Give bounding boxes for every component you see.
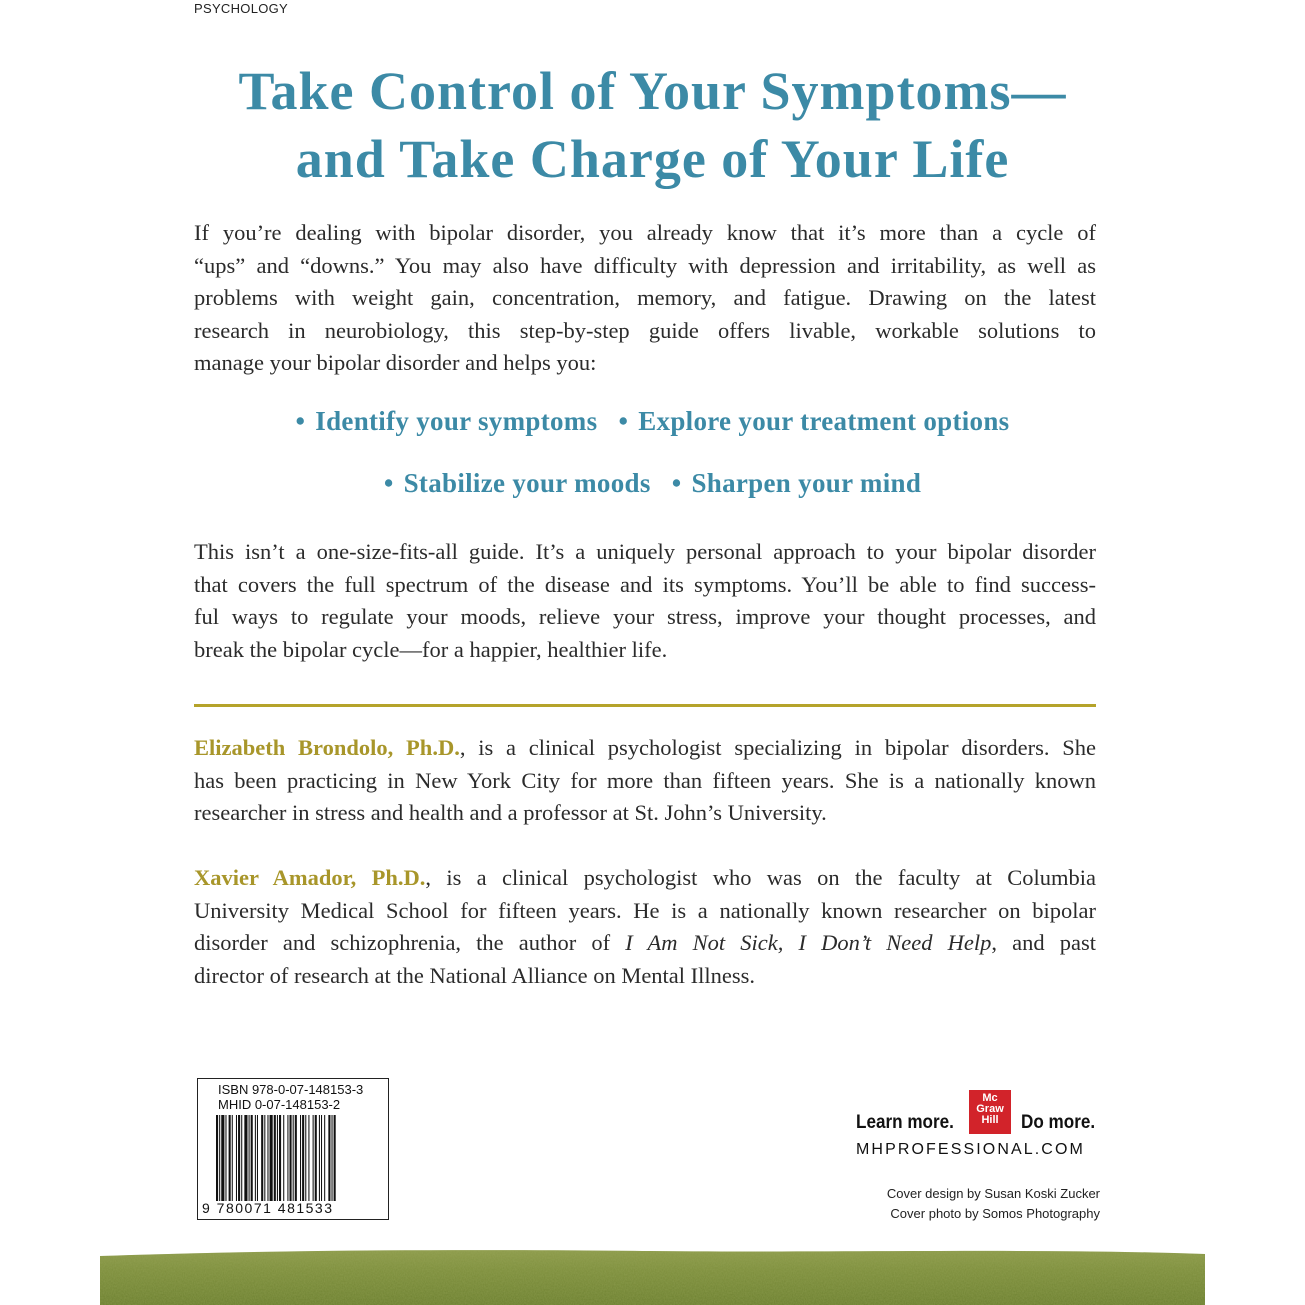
bullet-item <box>296 406 598 436</box>
intro-line: research in neurobiology, this step-by-step guide offers livable, workable solutions to <box>194 317 1096 343</box>
intro-line: problems with weight gain, concentration, memory, and fatigue. Drawing on the latest <box>194 285 1096 311</box>
bio-text: , and past <box>991 930 1096 956</box>
bullet-icon: • <box>295 406 306 436</box>
bullet-text: Explore your treatment options <box>638 406 1010 436</box>
grass-photo <box>100 1246 1205 1305</box>
bullet-text: Sharpen your mind <box>691 468 922 498</box>
cover-photo-credit: Cover photo by Somos Photography <box>890 1206 1100 1221</box>
author-bio-amador <box>194 862 1096 992</box>
bullet-icon: • <box>383 468 394 498</box>
bullet-text: Stabilize your moods <box>403 468 651 498</box>
bullet-icon: • <box>671 468 682 498</box>
author-name: Xavier Amador, Ph.D. <box>194 865 426 890</box>
author-name: Elizabeth Brondolo, Ph.D. <box>194 735 460 760</box>
bio-line: University Medical School for fifteen years. He is a nationally known researcher on bipolar <box>194 897 1096 923</box>
bio-text: , is a clinical psychologist who was on the faculty at Columbia <box>425 865 1096 890</box>
bio-text: , is a clinical psychologist specializing in bipolar disorders. She <box>459 735 1097 760</box>
bio-line: has been practicing in New York City for more than fifteen years. She is a nationally known <box>194 767 1096 793</box>
bio-line: director of research at the National Alliance on Mental Illness. <box>194 962 756 988</box>
mhid-number: MHID 0-07-148153-2 <box>218 1097 341 1112</box>
bullet-text: Identify your symptoms <box>315 406 598 436</box>
approach-line: break the bipolar cycle—for a happier, healthier life. <box>194 636 668 662</box>
intro-line: manage your bipolar disorder and helps you: <box>194 350 597 376</box>
logo-text: Mc <box>982 1092 998 1104</box>
bullet-item <box>618 406 1009 436</box>
bullet-item <box>384 468 651 498</box>
bio-text: disorder and schizophrenia, the author of <box>194 930 626 956</box>
bio-line <box>194 732 1096 765</box>
logo-text: Graw <box>976 1103 1004 1115</box>
author-bio-brondolo <box>194 732 1096 830</box>
bio-line <box>194 862 1096 895</box>
barcode-digits: 9 780071 481533 <box>202 1200 334 1216</box>
headline-line-2: and Take Charge of Your Life <box>295 129 1010 189</box>
bullet-row-2 <box>100 468 1205 499</box>
mcgraw-hill-logo <box>969 1090 1011 1134</box>
bullet-item <box>672 468 921 498</box>
bio-line: researcher in stress and health and a professor at St. John’s University. <box>194 800 827 826</box>
isbn-number: ISBN 978-0-07-148153-3 <box>218 1082 364 1097</box>
learn-more-tagline: Learn more. <box>856 1112 954 1133</box>
logo-text: Hill <box>981 1114 999 1126</box>
approach-line: that covers the full spectrum of the disease and its symptoms. You’ll be able to find success- <box>194 571 1096 597</box>
publisher-website: MHPROFESSIONAL.COM <box>856 1141 1085 1158</box>
intro-line: If you’re dealing with bipolar disorder, you already know that it’s more than a cycle of <box>194 220 1096 245</box>
headline-line-1: Take Control of Your Symptoms— <box>238 61 1067 121</box>
intro-line: “ups” and “downs.” You may also have difficulty with depression and irritability, as well as <box>194 252 1096 278</box>
do-more-tagline: Do more. <box>1021 1112 1096 1133</box>
approach-paragraph <box>194 536 1096 666</box>
book-title: I Am Not Sick, I Don’t Need Help <box>625 930 992 956</box>
barcode-icon <box>216 1115 370 1201</box>
bullet-icon: • <box>618 406 629 436</box>
bullet-row-1 <box>100 406 1205 437</box>
intro-paragraph <box>194 217 1096 380</box>
category-label: PSYCHOLOGY <box>194 1 289 16</box>
bio-line <box>194 927 1096 960</box>
approach-line: This isn’t a one-size-fits-all guide. It’s a uniquely personal approach to your bipolar disorder <box>194 539 1096 564</box>
section-divider <box>194 704 1096 707</box>
approach-line: ful ways to regulate your moods, relieve your stress, improve your thought processes, and <box>194 604 1096 630</box>
isbn-barcode <box>197 1078 389 1220</box>
cover-design-credit: Cover design by Susan Koski Zucker <box>886 1186 1100 1201</box>
